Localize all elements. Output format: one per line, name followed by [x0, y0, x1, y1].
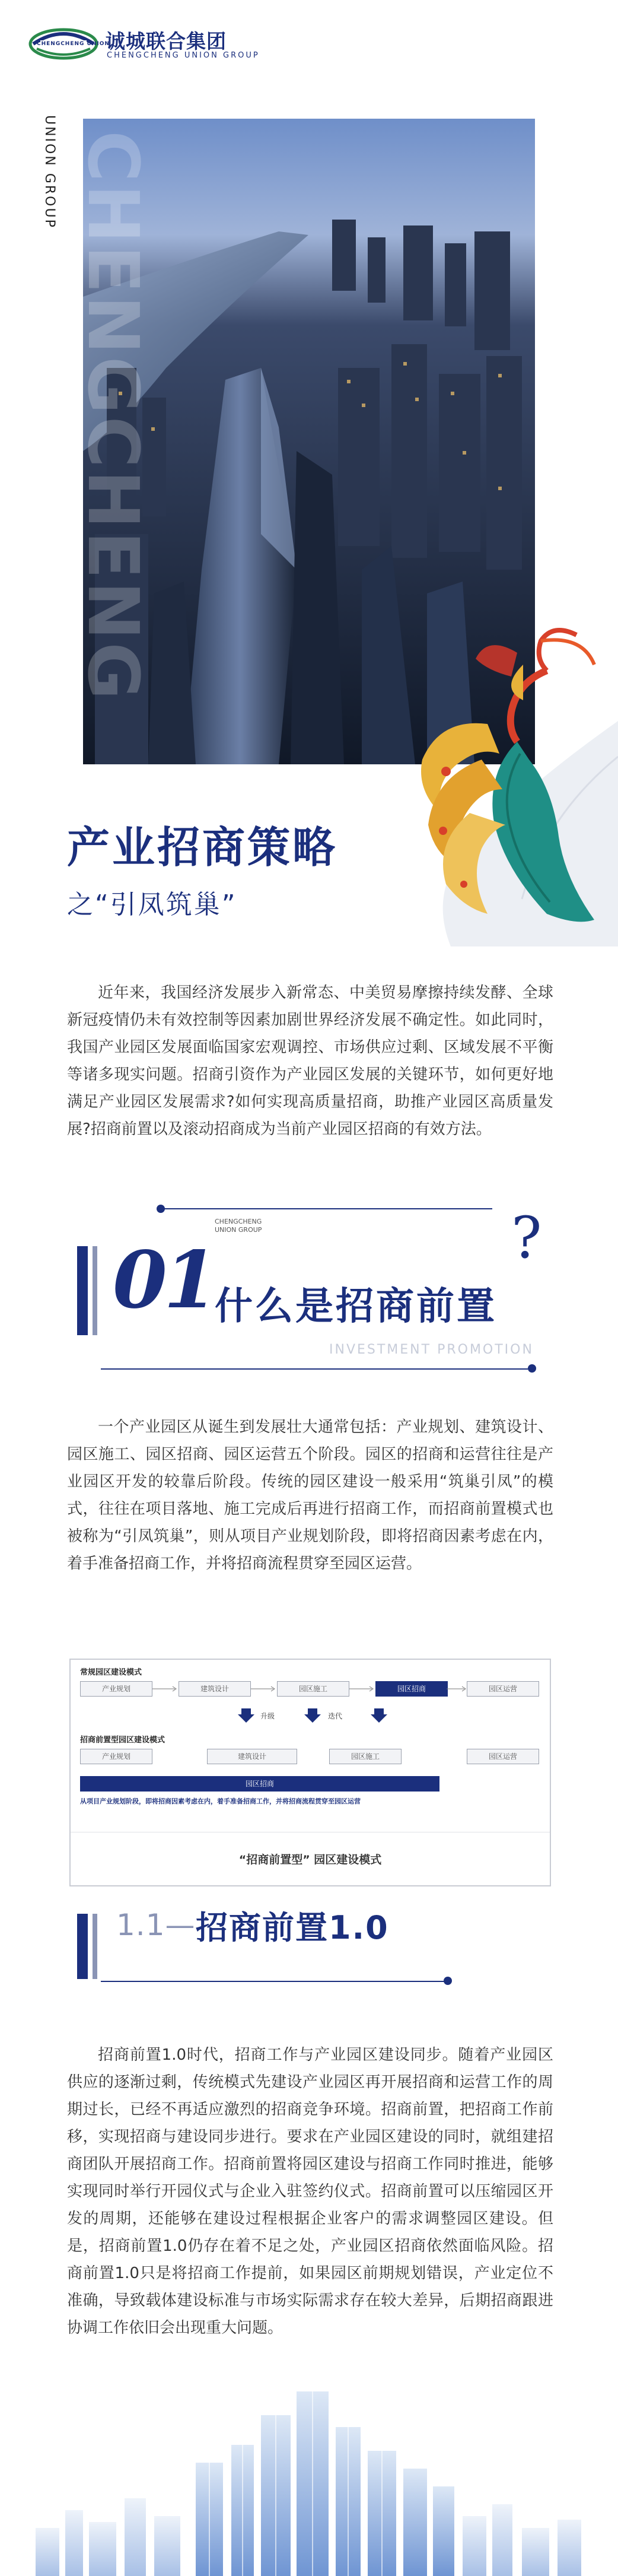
divider-line-bottom: [101, 1368, 528, 1370]
mini-brand-en: [215, 1218, 262, 1234]
diagram-step: 建筑设计: [207, 1749, 297, 1764]
accent-bar-light: [93, 1914, 97, 1979]
diagram-step: 园区施工: [277, 1681, 349, 1697]
diagram-row1-label: 常规园区建设模式: [80, 1668, 142, 1677]
subsection-paragraph: 招商前置1.0时代，招商工作与产业园区建设同步。随着产业园区供应的逐渐过剩，传统模式先建设产业园区再开展招商和运营工作的周期过长，已经不再适应激烈的招商竞争环境。招商前置，把招商工作前移，实现招商与建设同步进行。要求在产业园区建设的同时，就组建招商团队开展招商工作。招商前置将园区建设与招商工作同时推进，能够实现同时举行开园仪式与企业入驻签约仪式。招商前置可以压缩园区开发的周期，还能够在建设过程根据企业客户的需求调整园区建设。但是，招商前置1.0仍存在着不足之处，产业园区招商依然面临风险。招商前置1.0只是将招商工作提前，如果园区前期规划错误，产业定位不准确，导致载体建设标准与市场实际需求存在较大差异，后期招商跟进协调工作依旧会出现重大问题。: [67, 2046, 553, 2337]
mini-brand-en-line-1: CHENGCHENG: [215, 1218, 262, 1225]
divider-dot: [157, 1205, 165, 1213]
divider-line: [101, 1981, 445, 1982]
diagram-step: 产业规划: [80, 1681, 152, 1697]
diagram-step: 产业规划: [80, 1749, 152, 1764]
arrow-right-icon: [151, 1685, 555, 1693]
intro-paragraph: 近年来，我国经济发展步入新常态、中美贸易摩擦持续发酵、全球新冠疫情仍未有效控制等因素加剧世界经济发展不确定性。如此同时，我国产业园区发展面临国家宏观调控、市场供应过剩、区域发展不平衡等诸多现实问题。招商引资作为产业园区发展的关键环节，如何更好地满足产业园区发展需求?如何实现高质量招商，助推产业园区高质量发展?招商前置以及滚动招商成为当前产业园区招商的有效方法。: [67, 984, 553, 1138]
divider-dot: [444, 1977, 452, 1985]
diagram-step: 园区运营: [467, 1749, 539, 1764]
divider-line-top: [160, 1208, 492, 1209]
brand-name-en: CHENGCHENG UNION GROUP: [107, 51, 260, 60]
mini-brand-en-line-2: UNION GROUP: [215, 1226, 262, 1234]
accent-bar: [77, 1914, 88, 1979]
diagram-mid-label: 迭代: [328, 1712, 343, 1720]
diagram-mid-label: 升级: [260, 1712, 275, 1720]
section-heading-en: INVESTMENT PROMOTION: [329, 1342, 534, 1357]
section-heading: 什么是招商前置: [215, 1285, 497, 1329]
diagram-bar-highlight: 园区招商: [80, 1776, 439, 1792]
divider-dot: [528, 1364, 536, 1373]
accent-bar-light: [93, 1246, 97, 1335]
section-01-paragraph: 一个产业园区从诞生到发展壮大通常包括：产业规划、建筑设计、园区施工、园区招商、园区运营五个阶段。园区的招商和运营往往是产业园区开发的较靠后阶段。传统的园区建设一般采用“筑巢引凤”的模式，往往在项目落地、施工完成后再进行招商工作，而招商前置模式也被称为“引凤筑巢”，则从项目产业规划阶段，即将招商因素考虑在内，着手准备招商工作，并将招商流程贯穿至园区运营。: [67, 1418, 553, 1573]
diagram-row2-label: 招商前置型园区建设模式: [80, 1736, 165, 1745]
accent-bar: [77, 1246, 88, 1335]
diagram-caption: “招商前置型” 园区建设模式: [238, 1853, 382, 1866]
diagram-step: 园区施工: [329, 1749, 402, 1764]
diagram-step: 建筑设计: [179, 1681, 251, 1697]
question-mark: ?: [511, 1205, 542, 1271]
diagram-step: 园区运营: [467, 1681, 539, 1697]
logo-ring-text: CHENGCHENG UNION: [37, 41, 110, 47]
side-label: UNION GROUP: [42, 115, 57, 229]
city-skyline-illustration: [0, 2380, 618, 2576]
construction-model-diagram: [69, 1659, 551, 1886]
diagram-note: 从项目产业规划阶段，即将招商因素考虑在内，着手准备招商工作，并将招商流程贯穿至园区运营: [80, 1797, 361, 1805]
brand-name-cn: 诚城联合集团: [106, 30, 227, 53]
arrow-down-icon: [237, 1706, 391, 1724]
section-subtitle: 之“引凤筑巢”: [67, 890, 237, 920]
diagram-step-highlight: 园区招商: [375, 1681, 448, 1697]
subsection-number: 1.1—: [116, 1908, 196, 1942]
subsection-heading: 招商前置1.0: [196, 1909, 389, 1946]
section-title: 产业招商策略: [67, 822, 338, 872]
phoenix-illustration: [399, 617, 600, 926]
section-number: 01: [113, 1234, 215, 1326]
hero-watermark: CHENGCHENG: [72, 131, 154, 703]
